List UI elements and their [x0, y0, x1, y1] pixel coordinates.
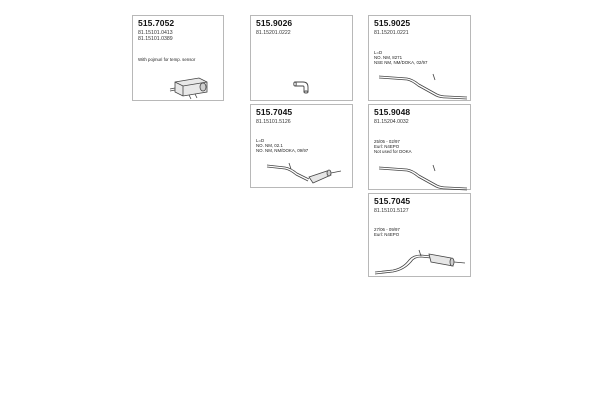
part-card-3[interactable] [368, 15, 471, 101]
fitment-note: 25/05 - 02/97 [374, 139, 400, 144]
fitment-note: Eurl: N4EPO [374, 232, 400, 238]
part-card-1[interactable] [132, 15, 224, 101]
fitment-notes [374, 227, 400, 237]
fitment-note: NSE NM, NM/DOKA, 02/97 [374, 60, 428, 66]
oem-codes [374, 208, 409, 214]
part-number: 515.7045 [256, 107, 293, 117]
part-number: 515.7045 [374, 196, 411, 206]
oem-code: 81.15201.0221 [374, 30, 409, 36]
fitment-notes [138, 57, 195, 62]
part-number: 515.7052 [138, 18, 175, 28]
oem-codes [138, 30, 173, 42]
fitment-notes [256, 138, 308, 154]
pipe-with-silencer-icon [373, 246, 469, 276]
fitment-note: NO. NM, 8271 [374, 55, 403, 61]
part-card-6[interactable] [368, 193, 471, 277]
fitment-note: L=D [256, 138, 265, 143]
fitment-notes [374, 50, 427, 66]
oem-code: 81.15101.0413 [138, 30, 173, 36]
fitment-note: Eurl: N4EPO [374, 144, 400, 150]
pipe-elbow-icon [291, 76, 315, 98]
exhaust-pipe-icon [377, 72, 471, 100]
oem-code: 81.15101.5126 [256, 119, 291, 125]
oem-codes [374, 30, 409, 36]
fitment-note: L=D [374, 50, 383, 55]
fitment-note: NO. NM, NM/DOKA, 09/97 [256, 148, 309, 154]
exhaust-pipe-icon [377, 163, 471, 191]
oem-codes [256, 30, 291, 36]
oem-codes [374, 119, 409, 125]
pipe-with-silencer-icon [265, 161, 353, 189]
part-number: 515.9025 [374, 18, 411, 28]
part-card-4[interactable] [250, 104, 353, 188]
oem-code: 81.15204.0032 [374, 119, 409, 125]
part-card-5[interactable] [368, 104, 471, 190]
fitment-note: 27/06 - 09/97 [374, 227, 400, 232]
oem-code: 81.15201.0222 [256, 30, 291, 36]
part-card-2[interactable] [250, 15, 353, 101]
oem-code: 81.15101.0389 [138, 36, 173, 43]
fitment-note: Not used for DOKA [374, 149, 412, 155]
fitment-note: NO. NM, 02.1 [256, 143, 283, 149]
part-number: 515.9048 [374, 107, 411, 117]
fitment-notes [374, 139, 412, 155]
silencer-box-icon [169, 74, 213, 100]
oem-codes [256, 119, 291, 125]
fitment-note: With pojmuri for temp. sensor [138, 57, 196, 62]
part-number: 515.9026 [256, 18, 293, 28]
oem-code: 81.15101.5127 [374, 208, 409, 214]
